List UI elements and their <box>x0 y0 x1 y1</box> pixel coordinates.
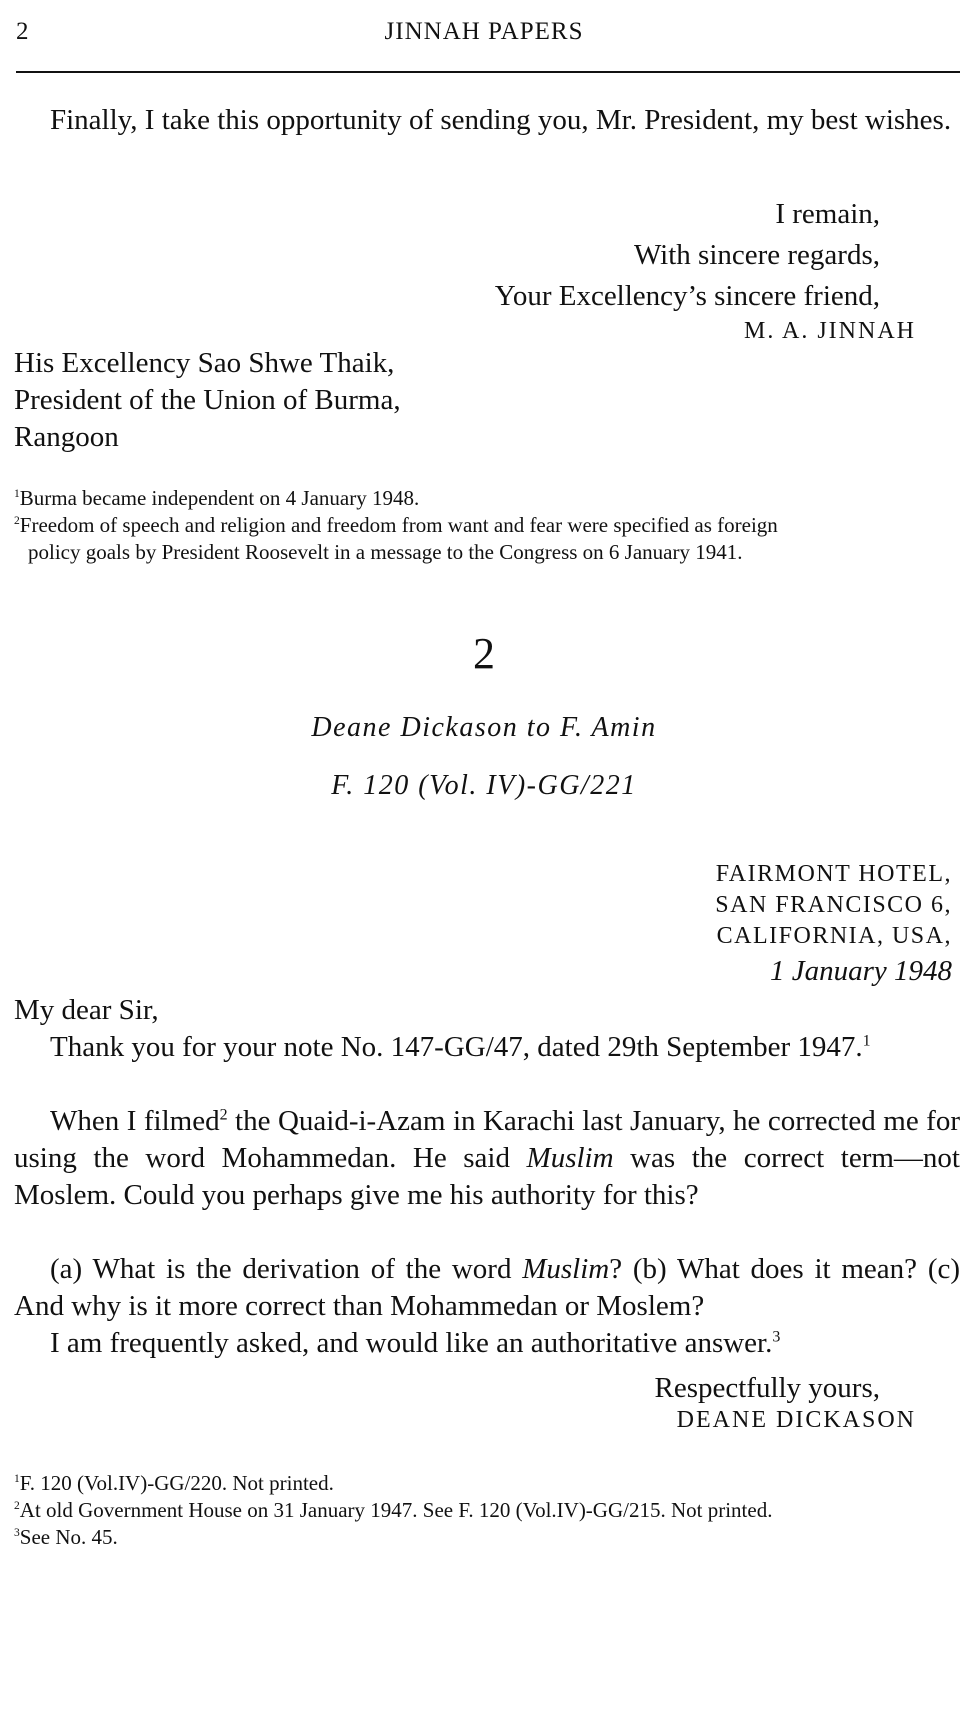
header-rule <box>16 71 960 73</box>
signature: DEANE DICKASON <box>676 1407 916 1433</box>
addressee-line: His Excellency Sao Shwe Thaik, <box>14 347 395 379</box>
letter-paragraph: When I filmed$^2$ the Quaid-i-Azam in Karachi last January, he corrected me for using the word Mohammedan. He said Muslim was the correct term—not Moslem. Could you perhaps give me his authority for this? <box>14 1105 960 1211</box>
footnote-ref: 2 <box>219 1106 228 1124</box>
letter-paragraph: I am frequently asked, and would like an authoritative answer.$^3$ <box>50 1327 781 1359</box>
letter-paragraph: Thank you for your note No. 147-GG/47, dated 29th September 1947.$^1$ <box>50 1031 871 1063</box>
letter-date: 1 January 1948 <box>769 955 952 987</box>
footnote-text: F. 120 (Vol.IV)-GG/220. Not printed. <box>19 1471 334 1495</box>
valediction-line: With sincere regards, <box>633 239 880 271</box>
valediction-line: I remain, <box>775 198 880 230</box>
addressee-line: Rangoon <box>14 421 119 453</box>
page-number: 2 <box>16 18 29 45</box>
footnote-text: At old Government House on 31 January 1947. See F. 120 (Vol.IV)-GG/215. Not printed. <box>19 1498 773 1522</box>
closing-paragraph: Finally, I take this opportunity of sending you, Mr. President, my best wishes. <box>50 104 952 136</box>
footnote-mark: 1 <box>14 1473 20 1485</box>
footnote-text: Burma became independent on 4 January 1948. <box>19 486 420 510</box>
footnote <box>14 512 778 539</box>
footnote-ref: 3 <box>772 1328 781 1346</box>
footnote-text: policy goals by President Roosevelt in a message to the Congress on 6 January 1941. <box>28 540 743 564</box>
salutation: My dear Sir, <box>14 994 159 1026</box>
valediction-line: Your Excellency’s sincere friend, <box>494 280 880 312</box>
footnote <box>14 1524 118 1551</box>
closing: Respectfully yours, <box>654 1372 880 1404</box>
address-line: SAN FRANCISCO 6, <box>715 892 952 918</box>
document-title: Deane Dickason to F. Amin <box>311 712 657 743</box>
document-reference: F. 120 (Vol. IV)-GG/221 <box>331 770 637 801</box>
footnote-text: See No. 45. <box>19 1525 118 1549</box>
footnote <box>14 1470 334 1497</box>
addressee-line: President of the Union of Burma, <box>14 384 401 416</box>
signature: M. A. JINNAH <box>743 318 916 344</box>
footnote-mark: 1 <box>14 488 20 500</box>
footnote-mark: 3 <box>14 1527 20 1539</box>
footnote <box>14 485 419 512</box>
address-line: FAIRMONT HOTEL, <box>715 861 952 887</box>
footnote-text: Freedom of speech and religion and freedom from want and fear were specified as foreign <box>19 513 778 537</box>
address-line: CALIFORNIA, USA, <box>716 923 952 949</box>
footnote-ref: 1 <box>862 1032 871 1050</box>
footnote-mark: 2 <box>14 515 20 527</box>
footnote-mark: 2 <box>14 1500 20 1512</box>
running-title: JINNAH PAPERS <box>384 18 584 45</box>
footnote <box>14 1497 772 1524</box>
document-number: 2 <box>473 629 495 678</box>
letter-paragraph: (a) What is the derivation of the word Muslim? (b) What does it mean? (c) And why is it more correct than Mohammedan or Moslem? <box>14 1253 961 1322</box>
